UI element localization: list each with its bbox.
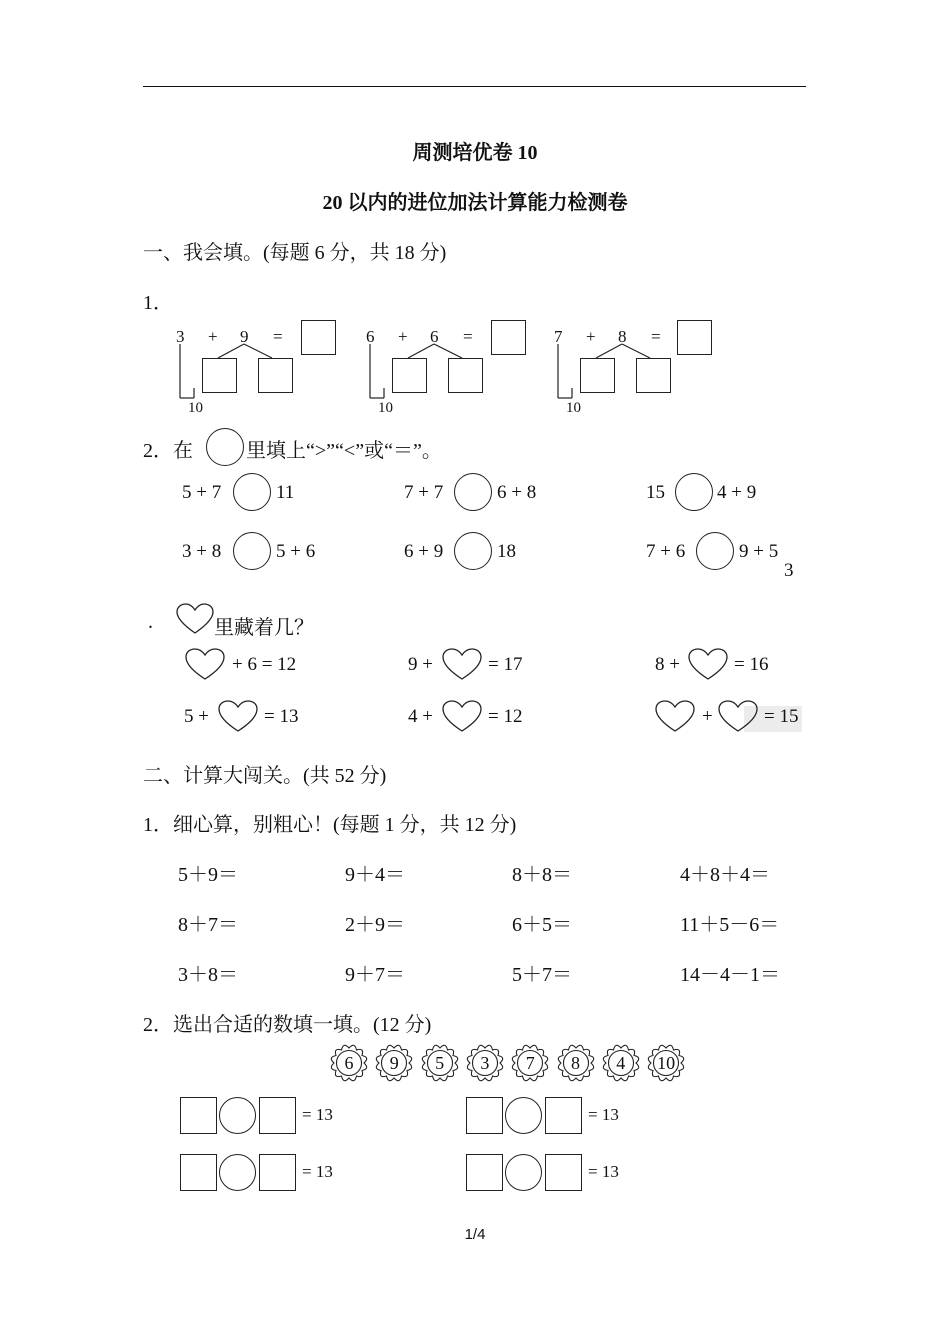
compare-circle[interactable] bbox=[454, 473, 492, 511]
addend-a: 6 bbox=[366, 327, 375, 346]
q3-prefix: . bbox=[148, 611, 153, 633]
compare-circle[interactable] bbox=[454, 532, 492, 570]
flower-number-badge bbox=[601, 1043, 641, 1083]
calc-item[interactable]: 2＋9＝ bbox=[345, 914, 405, 936]
operator-circle[interactable] bbox=[219, 1154, 256, 1191]
equation-result: = 13 bbox=[302, 1162, 333, 1181]
page-number: 1/4 bbox=[464, 1226, 486, 1243]
plus-sign: + bbox=[398, 327, 408, 346]
split-box-right[interactable] bbox=[636, 358, 671, 393]
number-box[interactable] bbox=[259, 1097, 296, 1134]
split-box-left[interactable] bbox=[580, 358, 615, 393]
heart-blank[interactable] bbox=[688, 648, 728, 681]
section-heading-2: 二、计算大闯关。(共 52 分) bbox=[143, 765, 387, 787]
number-box[interactable] bbox=[466, 1097, 503, 1134]
answer-box[interactable] bbox=[491, 320, 526, 355]
ten-label: 10 bbox=[188, 400, 203, 416]
flower-number: 9 bbox=[389, 1053, 399, 1073]
equals-sign: = bbox=[273, 327, 283, 346]
heart-blank[interactable] bbox=[655, 700, 695, 733]
stray-number: 3 bbox=[784, 560, 794, 581]
number-box[interactable] bbox=[545, 1154, 582, 1191]
answer-box[interactable] bbox=[301, 320, 336, 355]
compare-left: 5 + 7 bbox=[182, 482, 222, 503]
compare-left: 7 + 7 bbox=[404, 482, 444, 503]
number-box[interactable] bbox=[180, 1097, 217, 1134]
q2-suffix: 里填上“>”“<”或“＝”。 bbox=[246, 440, 442, 462]
equation-post: = 17 bbox=[488, 654, 523, 675]
calc-item[interactable]: 6＋5＝ bbox=[512, 914, 572, 936]
compare-right: 4 + 9 bbox=[717, 482, 757, 503]
q2-prefix: 2．在 bbox=[143, 440, 193, 462]
compare-circle[interactable] bbox=[233, 532, 271, 570]
split-box-left[interactable] bbox=[392, 358, 427, 393]
heart-blank[interactable] bbox=[442, 648, 482, 681]
equation-post: = 15 bbox=[764, 706, 799, 727]
heart-blank[interactable] bbox=[218, 700, 258, 733]
equation-pre: 9 + bbox=[408, 654, 433, 675]
flower-number: 5 bbox=[435, 1053, 445, 1073]
compare-left: 6 + 9 bbox=[404, 541, 444, 562]
answer-box[interactable] bbox=[677, 320, 712, 355]
equation-post: = 13 bbox=[264, 706, 299, 727]
equation-result: = 13 bbox=[302, 1105, 333, 1124]
plus-sign: + bbox=[208, 327, 218, 346]
number-box[interactable] bbox=[259, 1154, 296, 1191]
equation-pre: 8 + bbox=[655, 654, 680, 675]
operator-circle[interactable] bbox=[505, 1097, 542, 1134]
compare-right: 6 + 8 bbox=[497, 482, 537, 503]
calc-item[interactable]: 9＋7＝ bbox=[345, 964, 405, 986]
equation-pre: 4 + bbox=[408, 706, 433, 727]
compare-right: 11 bbox=[276, 482, 295, 503]
compare-circle[interactable] bbox=[233, 473, 271, 511]
flower-number: 8 bbox=[571, 1053, 580, 1073]
compare-left: 7 + 6 bbox=[646, 541, 686, 562]
flower-number: 10 bbox=[657, 1053, 676, 1073]
calc-item[interactable]: 9＋4＝ bbox=[345, 864, 405, 886]
section-heading-1: 一、我会填。(每题 6 分，共 18 分) bbox=[143, 242, 447, 264]
calc-item[interactable]: 8＋7＝ bbox=[178, 914, 238, 936]
heart-blank[interactable] bbox=[185, 648, 225, 681]
split-box-right[interactable] bbox=[258, 358, 293, 393]
split-box-left[interactable] bbox=[202, 358, 237, 393]
flower-number: 7 bbox=[525, 1053, 535, 1073]
fill-instructions: 2．选出合适的数填一填。(12 分) bbox=[143, 1014, 432, 1036]
compare-right: 5 + 6 bbox=[276, 541, 316, 562]
calc-item[interactable]: 5＋7＝ bbox=[512, 964, 572, 986]
operator-circle[interactable] bbox=[505, 1154, 542, 1191]
decomposition-group-3 bbox=[550, 318, 720, 418]
equation-result: = 13 bbox=[588, 1162, 619, 1181]
operator-circle[interactable] bbox=[219, 1097, 256, 1134]
number-box[interactable] bbox=[545, 1097, 582, 1134]
equals-sign: = bbox=[651, 327, 661, 346]
calc-item[interactable]: 14－4－1＝ bbox=[680, 964, 780, 986]
q3-suffix: 里藏着几？ bbox=[214, 617, 314, 639]
addend-b: 6 bbox=[430, 327, 439, 346]
split-box-right[interactable] bbox=[448, 358, 483, 393]
compare-circle[interactable] bbox=[696, 532, 734, 570]
equals-sign: = bbox=[463, 327, 473, 346]
page-subtitle: 20 以内的进位加法计算能力检测卷 bbox=[322, 192, 628, 214]
number-box[interactable] bbox=[180, 1154, 217, 1191]
plus-sign: + bbox=[586, 327, 596, 346]
decomposition-group-1 bbox=[172, 318, 342, 418]
addend-a: 7 bbox=[554, 327, 563, 346]
equation-mid: + bbox=[702, 706, 713, 727]
calc-item[interactable]: 3＋8＝ bbox=[178, 964, 238, 986]
addend-b: 9 bbox=[240, 327, 249, 346]
number-box[interactable] bbox=[466, 1154, 503, 1191]
flower-number-badge bbox=[646, 1043, 686, 1083]
heart-blank[interactable] bbox=[718, 700, 758, 733]
calc-item[interactable]: 5＋9＝ bbox=[178, 864, 238, 886]
compare-right: 18 bbox=[497, 541, 516, 562]
equation-result: = 13 bbox=[588, 1105, 619, 1124]
top-rule bbox=[143, 86, 806, 87]
q1-number: 1． bbox=[143, 292, 173, 314]
calc-item[interactable]: 4＋8＋4＝ bbox=[680, 864, 770, 886]
flower-number: 3 bbox=[480, 1053, 490, 1073]
flower-number-badge bbox=[556, 1043, 596, 1083]
flower-number-badge bbox=[420, 1043, 460, 1083]
addend-a: 3 bbox=[176, 327, 185, 346]
equation-pre: 5 + bbox=[184, 706, 209, 727]
flower-number: 4 bbox=[616, 1053, 626, 1073]
compare-circle[interactable] bbox=[675, 473, 713, 511]
flower-number: 6 bbox=[344, 1053, 354, 1073]
circle-icon bbox=[206, 428, 244, 466]
flower-number-badge bbox=[374, 1043, 414, 1083]
page-title: 周测培优卷 10 bbox=[412, 142, 538, 164]
compare-left: 3 + 8 bbox=[182, 541, 222, 562]
heart-icon bbox=[176, 603, 214, 635]
calc-item[interactable]: 11＋5－6＝ bbox=[680, 914, 780, 936]
calc-instructions: 1．细心算，别粗心！(每题 1 分，共 12 分) bbox=[143, 814, 517, 836]
equation-post: = 12 bbox=[488, 706, 523, 727]
equation-post: = 16 bbox=[734, 654, 769, 675]
ten-label: 10 bbox=[378, 400, 393, 416]
ten-label: 10 bbox=[566, 400, 581, 416]
flower-number-badge bbox=[510, 1043, 550, 1083]
compare-left: 15 bbox=[646, 482, 665, 503]
calc-item[interactable]: 8＋8＝ bbox=[512, 864, 572, 886]
flower-number-badge bbox=[465, 1043, 505, 1083]
compare-right: 9 + 5 bbox=[739, 541, 779, 562]
flower-number-badge bbox=[329, 1043, 369, 1083]
equation-post: + 6 = 12 bbox=[232, 654, 297, 675]
addend-b: 8 bbox=[618, 327, 627, 346]
decomposition-group-2 bbox=[362, 318, 532, 418]
heart-blank[interactable] bbox=[442, 700, 482, 733]
